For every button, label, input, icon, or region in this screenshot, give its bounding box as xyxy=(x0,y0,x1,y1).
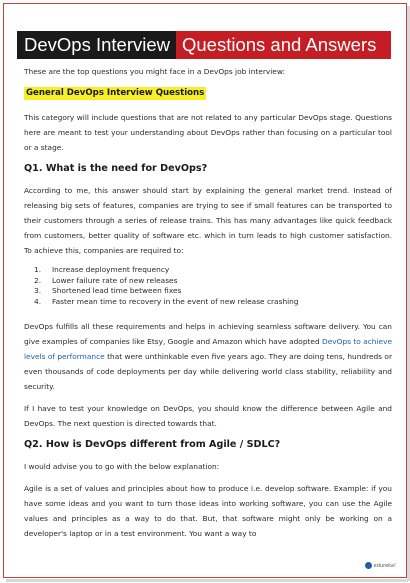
list-item-text: Lower failure rate of new releases xyxy=(52,275,178,285)
question-2-answer-p1: I would advise you to go with the below explanation: xyxy=(24,462,220,472)
list-item xyxy=(34,297,392,308)
intro-text: These are the top questions you might face in a DevOps job interview: xyxy=(24,67,285,76)
list-item-text: Increase deployment frequency xyxy=(52,265,170,274)
requirements-list xyxy=(24,265,392,307)
logo-text: edureka! xyxy=(373,562,396,569)
question-1-answer-p2 xyxy=(24,319,392,394)
list-item xyxy=(34,286,392,297)
section-title: General DevOps Interview Questions xyxy=(26,88,205,98)
devops-performance-link[interactable]: DevOps to achieve levels of performance xyxy=(24,337,392,362)
banner-title-part2: Questions and Answers xyxy=(176,31,391,59)
list-item-number: 4. xyxy=(34,296,42,306)
list-item xyxy=(34,265,392,276)
list-item-number: 3. xyxy=(34,286,42,296)
list-item-text: Shortened lead time between fixes xyxy=(52,286,182,296)
question-1-heading: Q1. What is the need for DevOps? xyxy=(24,163,208,174)
question-2-heading: Q2. How is DevOps different from Agile / SDLC? xyxy=(24,439,281,451)
logo-icon xyxy=(365,562,372,569)
list-item-number: 2. xyxy=(34,275,42,285)
section-description: This category will include questions that are not related to any particular DevOps stage. Questions here are meant to test your understanding about DevOps rather than focusing on a particular tool or a stage. xyxy=(24,113,392,152)
list-item-text: Faster mean time to recovery in the event of new release crashing xyxy=(52,296,299,306)
question-1-answer-p1: According to me, this answer should start by explaining the general market trend. Instead of releasing big sets of features, companies are trying to see if small features can be transported to their customers through a series of release trains. This has many advantages like quick feedback from customers, better quality of software etc. which in turn leads to high customer satisfaction. To achieve this, companies are required to: xyxy=(24,186,392,255)
list-item-number: 1. xyxy=(34,265,42,274)
answer-p2-text-after: that were unthinkable even five years ago. They are doing tens, hundreds or even thousands of code deployments per day while delivering world class stability, reliability and security. xyxy=(24,352,392,392)
footer-logo xyxy=(365,562,396,569)
title-banner xyxy=(17,31,391,59)
list-item xyxy=(34,276,392,287)
question-1-answer-p3: If I have to test your knowledge on DevOps, you should know the difference between Agile and DevOps. The next question is directed towards that. xyxy=(24,404,392,429)
banner-title-part1: DevOps Interview xyxy=(17,31,176,59)
page-shadow-bottom xyxy=(6,579,408,582)
document-body xyxy=(24,64,392,548)
question-2-answer-p2: Agile is a set of values and principles about how to produce i.e. develop software. Example: if you have some ideas and you want to turn those ideas into working software, you can use the Agile values and principles as a way to do that. But, that software might only be working on a developer's laptop or in a test environment. You want a way to xyxy=(24,484,392,539)
answer-p2-text-before: DevOps fulfills all these requirements and helps in achieving seamless software delivery. You can give examples of companies like Etsy, Google and Amazon which have adopted xyxy=(24,322,392,347)
